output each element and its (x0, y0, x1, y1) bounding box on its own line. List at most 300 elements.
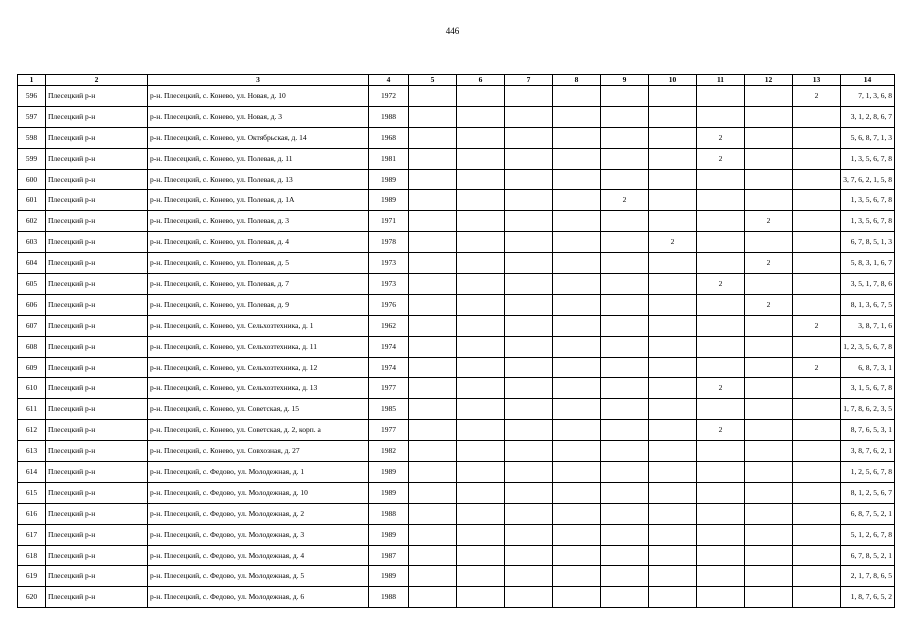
work-codes-cell: 1, 3, 5, 6, 7, 8 (841, 148, 895, 169)
work-codes-cell: 3, 5, 1, 7, 8, 6 (841, 274, 895, 295)
row-number-cell: 597 (18, 106, 46, 127)
address-cell: р-н. Плесецкий, с. Конево, ул. Советская, д. 2, корп. а (148, 420, 369, 441)
district-cell: Плесецкий р-н (46, 399, 148, 420)
col-11-cell (697, 399, 745, 420)
col-11-cell (697, 86, 745, 107)
col-13-cell (793, 441, 841, 462)
col-7-cell (505, 336, 553, 357)
col-11-cell (697, 253, 745, 274)
table-row (18, 294, 895, 315)
col-13-cell (793, 169, 841, 190)
year-built-cell: 1989 (369, 482, 409, 503)
district-cell: Плесецкий р-н (46, 482, 148, 503)
col-12-cell (745, 399, 793, 420)
col-8-cell (553, 106, 601, 127)
col-7-cell (505, 169, 553, 190)
column-header-7: 7 (505, 75, 553, 86)
col-13-cell: 2 (793, 86, 841, 107)
col-8-cell (553, 211, 601, 232)
col-12-cell (745, 587, 793, 608)
year-built-cell: 1989 (369, 524, 409, 545)
district-cell: Плесецкий р-н (46, 148, 148, 169)
district-cell: Плесецкий р-н (46, 232, 148, 253)
row-number-cell: 603 (18, 232, 46, 253)
col-8-cell (553, 253, 601, 274)
col-12-cell: 2 (745, 294, 793, 315)
work-codes-cell: 6, 8, 7, 3, 1 (841, 357, 895, 378)
year-built-cell: 1989 (369, 462, 409, 483)
col-7-cell (505, 503, 553, 524)
col-13-cell (793, 127, 841, 148)
col-11-cell: 2 (697, 274, 745, 295)
district-cell: Плесецкий р-н (46, 336, 148, 357)
col-7-cell (505, 315, 553, 336)
col-5-cell (409, 169, 457, 190)
table-row (18, 211, 895, 232)
col-11-cell (697, 524, 745, 545)
district-cell: Плесецкий р-н (46, 441, 148, 462)
district-cell: Плесецкий р-н (46, 211, 148, 232)
col-11-cell: 2 (697, 127, 745, 148)
work-codes-cell: 1, 2, 3, 5, 6, 7, 8 (841, 336, 895, 357)
address-cell: р-н. Плесецкий, с. Конево, ул. Полевая, д. 11 (148, 148, 369, 169)
col-10-cell (649, 399, 697, 420)
col-9-cell (601, 315, 649, 336)
col-9-cell (601, 420, 649, 441)
district-cell: Плесецкий р-н (46, 378, 148, 399)
col-13-cell (793, 232, 841, 253)
col-7-cell (505, 148, 553, 169)
col-10-cell (649, 503, 697, 524)
row-number-cell: 600 (18, 169, 46, 190)
col-11-cell (697, 357, 745, 378)
col-9-cell (601, 482, 649, 503)
col-13-cell (793, 482, 841, 503)
col-12-cell (745, 441, 793, 462)
year-built-cell: 1974 (369, 357, 409, 378)
row-number-cell: 611 (18, 399, 46, 420)
address-cell: р-н. Плесецкий, с. Конево, ул. Новая, д. 10 (148, 86, 369, 107)
col-6-cell (457, 169, 505, 190)
row-number-cell: 602 (18, 211, 46, 232)
col-12-cell (745, 378, 793, 399)
col-6-cell (457, 274, 505, 295)
col-8-cell (553, 545, 601, 566)
col-11-cell: 2 (697, 378, 745, 399)
col-11-cell (697, 482, 745, 503)
col-10-cell (649, 378, 697, 399)
work-codes-cell: 6, 7, 8, 5, 2, 1 (841, 545, 895, 566)
col-9-cell (601, 127, 649, 148)
table-row (18, 524, 895, 545)
col-13-cell (793, 274, 841, 295)
col-6-cell (457, 127, 505, 148)
col-13-cell (793, 587, 841, 608)
col-13-cell (793, 545, 841, 566)
column-header-1: 1 (18, 75, 46, 86)
col-7-cell (505, 441, 553, 462)
work-codes-cell: 1, 3, 5, 6, 7, 8 (841, 190, 895, 211)
col-9-cell (601, 106, 649, 127)
col-11-cell (697, 503, 745, 524)
table-row (18, 253, 895, 274)
col-6-cell (457, 462, 505, 483)
table-row (18, 232, 895, 253)
work-codes-cell: 1, 7, 8, 6, 2, 3, 5 (841, 399, 895, 420)
year-built-cell: 1989 (369, 169, 409, 190)
col-7-cell (505, 587, 553, 608)
col-10-cell (649, 462, 697, 483)
col-8-cell (553, 232, 601, 253)
col-12-cell (745, 169, 793, 190)
col-13-cell (793, 503, 841, 524)
work-codes-cell: 3, 8, 7, 6, 2, 1 (841, 441, 895, 462)
col-7-cell (505, 274, 553, 295)
col-13-cell (793, 420, 841, 441)
col-8-cell (553, 190, 601, 211)
col-5-cell (409, 127, 457, 148)
col-5-cell (409, 211, 457, 232)
column-header-14: 14 (841, 75, 895, 86)
column-header-11: 11 (697, 75, 745, 86)
col-5-cell (409, 148, 457, 169)
col-13-cell (793, 253, 841, 274)
address-cell: р-н. Плесецкий, с. Федово, ул. Молодежная, д. 10 (148, 482, 369, 503)
col-5-cell (409, 399, 457, 420)
work-codes-cell: 6, 8, 7, 5, 2, 1 (841, 503, 895, 524)
column-header-13: 13 (793, 75, 841, 86)
row-number-cell: 607 (18, 315, 46, 336)
table-row (18, 357, 895, 378)
table-row (18, 169, 895, 190)
col-7-cell (505, 545, 553, 566)
col-12-cell (745, 524, 793, 545)
table-row (18, 545, 895, 566)
col-11-cell (697, 441, 745, 462)
row-number-cell: 613 (18, 441, 46, 462)
col-12-cell (745, 148, 793, 169)
col-7-cell (505, 420, 553, 441)
table-body (18, 86, 895, 608)
col-8-cell (553, 274, 601, 295)
year-built-cell: 1988 (369, 587, 409, 608)
col-12-cell: 2 (745, 211, 793, 232)
col-8-cell (553, 524, 601, 545)
work-codes-cell: 5, 1, 2, 6, 7, 8 (841, 524, 895, 545)
address-cell: р-н. Плесецкий, с. Федово, ул. Молодежная, д. 3 (148, 524, 369, 545)
year-built-cell: 1988 (369, 503, 409, 524)
col-11-cell (697, 462, 745, 483)
address-cell: р-н. Плесецкий, с. Федово, ул. Молодежная, д. 1 (148, 462, 369, 483)
col-9-cell (601, 441, 649, 462)
col-6-cell (457, 587, 505, 608)
row-number-cell: 598 (18, 127, 46, 148)
col-5-cell (409, 378, 457, 399)
col-9-cell (601, 587, 649, 608)
address-cell: р-н. Плесецкий, с. Федово, ул. Молодежная, д. 4 (148, 545, 369, 566)
row-number-cell: 596 (18, 86, 46, 107)
col-13-cell (793, 378, 841, 399)
col-6-cell (457, 232, 505, 253)
col-5-cell (409, 336, 457, 357)
address-cell: р-н. Плесецкий, с. Конево, ул. Сельхозтехника, д. 11 (148, 336, 369, 357)
row-number-cell: 619 (18, 566, 46, 587)
col-9-cell (601, 399, 649, 420)
col-9-cell (601, 232, 649, 253)
col-5-cell (409, 274, 457, 295)
col-10-cell (649, 545, 697, 566)
table-row (18, 587, 895, 608)
work-codes-cell: 1, 8, 7, 6, 5, 2 (841, 587, 895, 608)
col-12-cell (745, 545, 793, 566)
row-number-cell: 618 (18, 545, 46, 566)
col-12-cell (745, 482, 793, 503)
row-number-cell: 612 (18, 420, 46, 441)
col-5-cell (409, 253, 457, 274)
col-10-cell (649, 336, 697, 357)
district-cell: Плесецкий р-н (46, 86, 148, 107)
address-cell: р-н. Плесецкий, с. Конево, ул. Сельхозтехника, д. 13 (148, 378, 369, 399)
col-9-cell (601, 336, 649, 357)
address-cell: р-н. Плесецкий, с. Федово, ул. Молодежная, д. 2 (148, 503, 369, 524)
col-13-cell (793, 190, 841, 211)
work-codes-cell: 3, 8, 7, 1, 6 (841, 315, 895, 336)
col-9-cell (601, 524, 649, 545)
col-13-cell (793, 294, 841, 315)
column-header-5: 5 (409, 75, 457, 86)
col-10-cell (649, 482, 697, 503)
row-number-cell: 620 (18, 587, 46, 608)
year-built-cell: 1972 (369, 86, 409, 107)
year-built-cell: 1977 (369, 420, 409, 441)
col-5-cell (409, 106, 457, 127)
year-built-cell: 1981 (369, 148, 409, 169)
col-9-cell: 2 (601, 190, 649, 211)
col-10-cell (649, 420, 697, 441)
col-11-cell (697, 336, 745, 357)
col-13-cell (793, 106, 841, 127)
col-10-cell (649, 211, 697, 232)
address-cell: р-н. Плесецкий, с. Конево, ул. Полевая, д. 4 (148, 232, 369, 253)
col-9-cell (601, 462, 649, 483)
col-6-cell (457, 441, 505, 462)
work-codes-cell: 8, 1, 3, 6, 7, 5 (841, 294, 895, 315)
col-5-cell (409, 190, 457, 211)
col-5-cell (409, 482, 457, 503)
col-7-cell (505, 253, 553, 274)
district-cell: Плесецкий р-н (46, 294, 148, 315)
col-6-cell (457, 336, 505, 357)
col-12-cell (745, 190, 793, 211)
col-13-cell: 2 (793, 357, 841, 378)
year-built-cell: 1982 (369, 441, 409, 462)
col-10-cell (649, 148, 697, 169)
col-8-cell (553, 315, 601, 336)
col-11-cell (697, 294, 745, 315)
col-7-cell (505, 211, 553, 232)
row-number-cell: 617 (18, 524, 46, 545)
table-row (18, 566, 895, 587)
col-6-cell (457, 106, 505, 127)
column-header-10: 10 (649, 75, 697, 86)
col-8-cell (553, 378, 601, 399)
col-8-cell (553, 357, 601, 378)
col-6-cell (457, 211, 505, 232)
work-codes-cell: 3, 7, 6, 2, 1, 5, 8 (841, 169, 895, 190)
col-6-cell (457, 566, 505, 587)
col-7-cell (505, 127, 553, 148)
column-header-6: 6 (457, 75, 505, 86)
col-6-cell (457, 524, 505, 545)
col-7-cell (505, 232, 553, 253)
col-13-cell: 2 (793, 315, 841, 336)
col-8-cell (553, 462, 601, 483)
col-7-cell (505, 524, 553, 545)
col-13-cell (793, 566, 841, 587)
col-10-cell (649, 441, 697, 462)
row-number-cell: 601 (18, 190, 46, 211)
col-13-cell (793, 148, 841, 169)
col-8-cell (553, 169, 601, 190)
district-cell: Плесецкий р-н (46, 127, 148, 148)
col-11-cell (697, 587, 745, 608)
col-9-cell (601, 294, 649, 315)
register-table (17, 74, 895, 608)
col-10-cell (649, 190, 697, 211)
col-5-cell (409, 524, 457, 545)
table-row (18, 86, 895, 107)
table-row (18, 441, 895, 462)
col-13-cell (793, 524, 841, 545)
address-cell: р-н. Плесецкий, с. Конево, ул. Сельхозтехника, д. 12 (148, 357, 369, 378)
col-6-cell (457, 420, 505, 441)
col-13-cell (793, 462, 841, 483)
col-9-cell (601, 274, 649, 295)
row-number-cell: 609 (18, 357, 46, 378)
col-8-cell (553, 587, 601, 608)
col-5-cell (409, 462, 457, 483)
col-12-cell (745, 566, 793, 587)
page-number: 446 (445, 26, 460, 36)
district-cell: Плесецкий р-н (46, 253, 148, 274)
district-cell: Плесецкий р-н (46, 357, 148, 378)
district-cell: Плесецкий р-н (46, 566, 148, 587)
col-9-cell (601, 357, 649, 378)
work-codes-cell: 3, 1, 5, 6, 7, 8 (841, 378, 895, 399)
col-12-cell (745, 420, 793, 441)
row-number-cell: 616 (18, 503, 46, 524)
col-6-cell (457, 357, 505, 378)
col-12-cell (745, 86, 793, 107)
col-6-cell (457, 190, 505, 211)
row-number-cell: 599 (18, 148, 46, 169)
address-cell: р-н. Плесецкий, с. Конево, ул. Полевая, д. 7 (148, 274, 369, 295)
col-6-cell (457, 315, 505, 336)
col-11-cell (697, 106, 745, 127)
col-10-cell (649, 294, 697, 315)
col-7-cell (505, 106, 553, 127)
col-8-cell (553, 127, 601, 148)
table-row (18, 315, 895, 336)
year-built-cell: 1977 (369, 378, 409, 399)
row-number-cell: 614 (18, 462, 46, 483)
col-7-cell (505, 399, 553, 420)
column-header-3: 3 (148, 75, 369, 86)
col-5-cell (409, 294, 457, 315)
col-12-cell (745, 357, 793, 378)
address-cell: р-н. Плесецкий, с. Конево, ул. Полевая, д. 13 (148, 169, 369, 190)
col-12-cell (745, 315, 793, 336)
table-row (18, 399, 895, 420)
year-built-cell: 1976 (369, 294, 409, 315)
row-number-cell: 610 (18, 378, 46, 399)
table-row (18, 482, 895, 503)
address-cell: р-н. Плесецкий, с. Конево, ул. Полевая, д. 9 (148, 294, 369, 315)
year-built-cell: 1978 (369, 232, 409, 253)
table-row (18, 420, 895, 441)
work-codes-cell: 8, 7, 6, 5, 3, 1 (841, 420, 895, 441)
work-codes-cell: 3, 1, 2, 8, 6, 7 (841, 106, 895, 127)
year-built-cell: 1989 (369, 566, 409, 587)
work-codes-cell: 5, 6, 8, 7, 1, 3 (841, 127, 895, 148)
col-11-cell: 2 (697, 148, 745, 169)
district-cell: Плесецкий р-н (46, 420, 148, 441)
col-10-cell (649, 587, 697, 608)
col-6-cell (457, 545, 505, 566)
col-6-cell (457, 86, 505, 107)
col-10-cell (649, 127, 697, 148)
col-8-cell (553, 441, 601, 462)
col-8-cell (553, 148, 601, 169)
col-13-cell (793, 399, 841, 420)
col-10-cell (649, 524, 697, 545)
col-6-cell (457, 148, 505, 169)
row-number-cell: 606 (18, 294, 46, 315)
work-codes-cell: 1, 3, 5, 6, 7, 8 (841, 211, 895, 232)
col-10-cell (649, 315, 697, 336)
col-10-cell: 2 (649, 232, 697, 253)
col-10-cell (649, 566, 697, 587)
row-number-cell: 605 (18, 274, 46, 295)
col-8-cell (553, 503, 601, 524)
col-6-cell (457, 253, 505, 274)
district-cell: Плесецкий р-н (46, 524, 148, 545)
col-11-cell (697, 190, 745, 211)
year-built-cell: 1985 (369, 399, 409, 420)
col-11-cell: 2 (697, 420, 745, 441)
col-5-cell (409, 545, 457, 566)
work-codes-cell: 7, 1, 3, 6, 8 (841, 86, 895, 107)
col-8-cell (553, 336, 601, 357)
col-9-cell (601, 211, 649, 232)
col-7-cell (505, 190, 553, 211)
column-header-8: 8 (553, 75, 601, 86)
address-cell: р-н. Плесецкий, с. Конево, ул. Полевая, д. 3 (148, 211, 369, 232)
col-9-cell (601, 378, 649, 399)
col-11-cell (697, 232, 745, 253)
col-11-cell (697, 169, 745, 190)
column-header-4: 4 (369, 75, 409, 86)
table-row (18, 462, 895, 483)
col-9-cell (601, 169, 649, 190)
district-cell: Плесецкий р-н (46, 503, 148, 524)
address-cell: р-н. Плесецкий, с. Конево, ул. Полевая, д. 5 (148, 253, 369, 274)
column-header-9: 9 (601, 75, 649, 86)
col-5-cell (409, 587, 457, 608)
address-cell: р-н. Плесецкий, с. Федово, ул. Молодежная, д. 5 (148, 566, 369, 587)
year-built-cell: 1987 (369, 545, 409, 566)
year-built-cell: 1971 (369, 211, 409, 232)
